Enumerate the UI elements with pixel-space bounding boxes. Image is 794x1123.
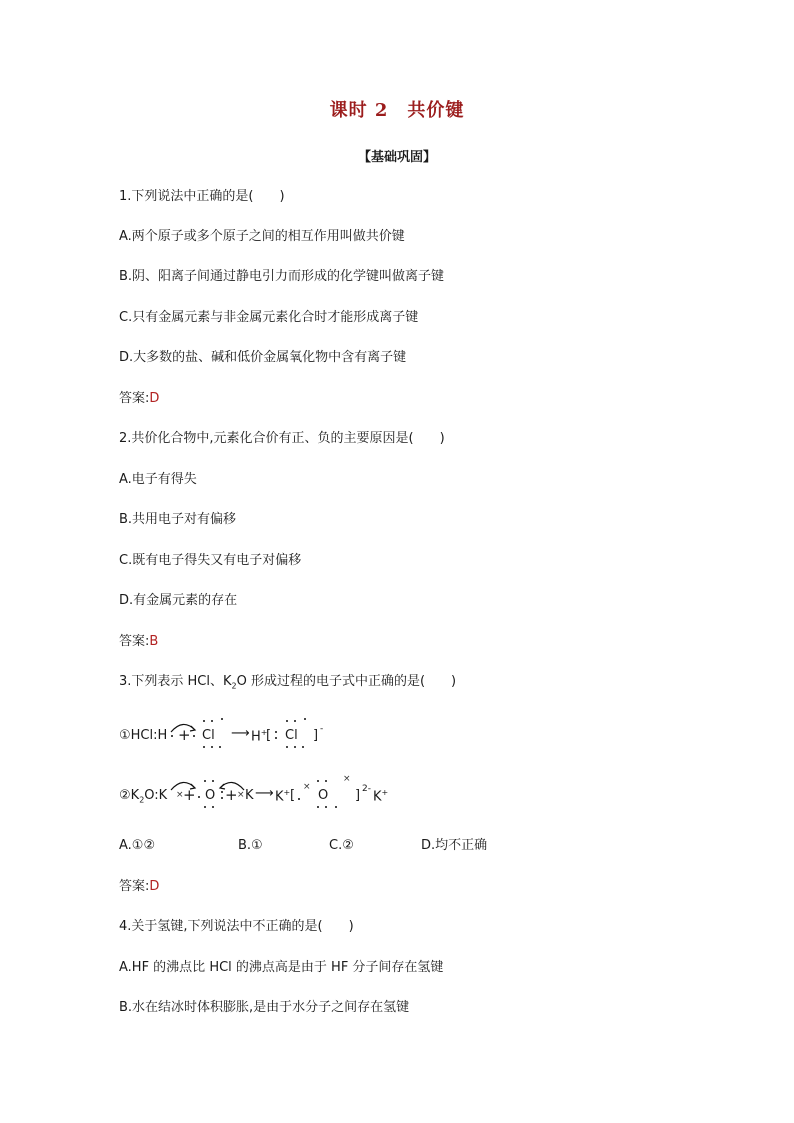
eq2-potassium-ion <box>275 788 290 804</box>
electron-dot <box>325 780 327 782</box>
electron-cross: × <box>303 782 311 792</box>
electron-dot <box>304 718 306 720</box>
eq2-charge: 2- <box>362 784 371 794</box>
q2-answer <box>119 633 158 651</box>
eq1-chlorine: Cl <box>202 728 215 743</box>
q2-option-d: D.有金属元素的存在 <box>119 593 238 608</box>
eq2-potassium: K <box>245 788 254 803</box>
eq2-label <box>119 788 167 805</box>
electron-dot <box>294 720 296 722</box>
equation-hcl <box>119 724 339 754</box>
electron-dot <box>193 735 195 737</box>
electron-dot <box>298 798 300 800</box>
q3-option-d: D.均不正确 <box>421 838 488 853</box>
page-title: 课时 2 共价键 <box>329 100 465 121</box>
electron-dot <box>275 737 277 739</box>
q3-stem <box>119 673 456 696</box>
eq2-k4-symbol: K <box>373 789 382 805</box>
eq2-potassium-ion-2 <box>373 788 388 804</box>
eq2-oxide: O <box>318 788 329 803</box>
electron-dot <box>335 806 337 808</box>
electron-dot <box>221 718 223 720</box>
q3-stem-subscript: 2 <box>231 681 237 691</box>
section-heading: 【基础巩固】 <box>357 150 436 165</box>
eq1-h-symbol: H <box>251 729 261 745</box>
eq2-plus: + <box>183 786 196 804</box>
electron-dot <box>198 796 200 798</box>
electron-dot <box>221 797 223 799</box>
electron-cross: × <box>343 774 351 784</box>
electron-dot <box>204 806 206 808</box>
q3-answer <box>119 878 159 896</box>
eq1-chloride: Cl <box>285 728 298 743</box>
q4-stem: 4.关于氢键,下列说法中不正确的是( ) <box>119 919 354 934</box>
eq2-right-bracket: ] <box>355 788 361 803</box>
eq2-left-bracket: [ <box>290 788 296 803</box>
q3-option-a: A.①② <box>119 838 156 853</box>
eq2-oxygen: O <box>205 788 216 803</box>
electron-dot <box>325 806 327 808</box>
eq1-plus: + <box>178 726 191 744</box>
electron-dot <box>286 720 288 722</box>
answer-label: 答案: <box>119 391 150 406</box>
electron-dot <box>204 780 206 782</box>
electron-dot <box>203 720 205 722</box>
eq1-left-bracket: [ <box>266 728 272 743</box>
q2-stem: 2.共价化合物中,元素化合价有正、负的主要原因是( ) <box>119 431 445 446</box>
electron-dot <box>221 791 223 793</box>
q2-option-a: A.电子有得失 <box>119 472 197 487</box>
q2-option-c: C.既有电子得失又有电子对偏移 <box>119 553 302 568</box>
q1-stem: 1.下列说法中正确的是( ) <box>119 189 285 204</box>
q3-option-c: C.② <box>329 838 354 853</box>
electron-dot <box>171 735 173 737</box>
q1-option-c: C.只有金属元素与非金属元素化合时才能形成离子键 <box>119 310 419 325</box>
eq2-label-subscript: 2 <box>139 795 145 805</box>
q4-option-b: B.水在结冰时体积膨胀,是由于水分子之间存在氢键 <box>119 1000 410 1015</box>
eq1-h-charge: + <box>260 728 268 737</box>
eq1-hydrogen <box>251 728 267 744</box>
eq2-k-symbol: K <box>275 789 284 805</box>
q2-option-b: B.共用电子对有偏移 <box>119 512 237 527</box>
answer-value: D <box>149 391 160 406</box>
q3-option-b: B.① <box>238 838 263 853</box>
q3-stem-part: O 形成过程的电子式中正确的是( ) <box>236 674 457 689</box>
answer-value: B <box>149 634 159 649</box>
q1-option-b: B.阴、阳离子间通过静电引力而形成的化学键叫做离子键 <box>119 269 445 284</box>
electron-dot <box>317 780 319 782</box>
q4-option-a: A.HF 的沸点比 HCl 的沸点高是由于 HF 分子间存在氢键 <box>119 960 444 975</box>
electron-dot <box>317 806 319 808</box>
electron-dot <box>211 720 213 722</box>
q1-option-a: A.两个原子或多个原子之间的相互作用叫做共价键 <box>119 229 405 244</box>
eq1-label: ①HCl:H <box>119 728 168 743</box>
electron-dot <box>302 746 304 748</box>
eq2-label-part: O:K <box>144 788 168 803</box>
answer-label: 答案: <box>119 879 150 894</box>
electron-dot <box>286 746 288 748</box>
electron-dot <box>203 746 205 748</box>
reaction-arrow: ⟶ <box>255 786 274 801</box>
electron-dot <box>275 731 277 733</box>
electron-dot <box>212 806 214 808</box>
electron-dot <box>211 746 213 748</box>
electron-cross: × <box>176 790 184 800</box>
eq2-k4-charge: + <box>381 788 389 797</box>
eq2-plus: + <box>225 786 238 804</box>
answer-label: 答案: <box>119 634 150 649</box>
eq2-k-charge: + <box>283 788 291 797</box>
eq1-charge: - <box>320 724 324 734</box>
reaction-arrow: ⟶ <box>231 726 250 741</box>
answer-value: D <box>149 879 160 894</box>
electron-dot <box>219 746 221 748</box>
q1-answer <box>119 390 159 408</box>
electron-dot <box>212 780 214 782</box>
q1-option-d: D.大多数的盐、碱和低价金属氧化物中含有离子键 <box>119 350 407 365</box>
eq2-label-part: ②K <box>119 788 140 803</box>
eq1-right-bracket: ] <box>313 728 319 743</box>
electron-dot <box>294 746 296 748</box>
electron-cross: × <box>237 790 245 800</box>
equation-k2o <box>119 774 399 814</box>
q3-stem-part: 3.下列表示 HCl、K <box>119 674 232 689</box>
